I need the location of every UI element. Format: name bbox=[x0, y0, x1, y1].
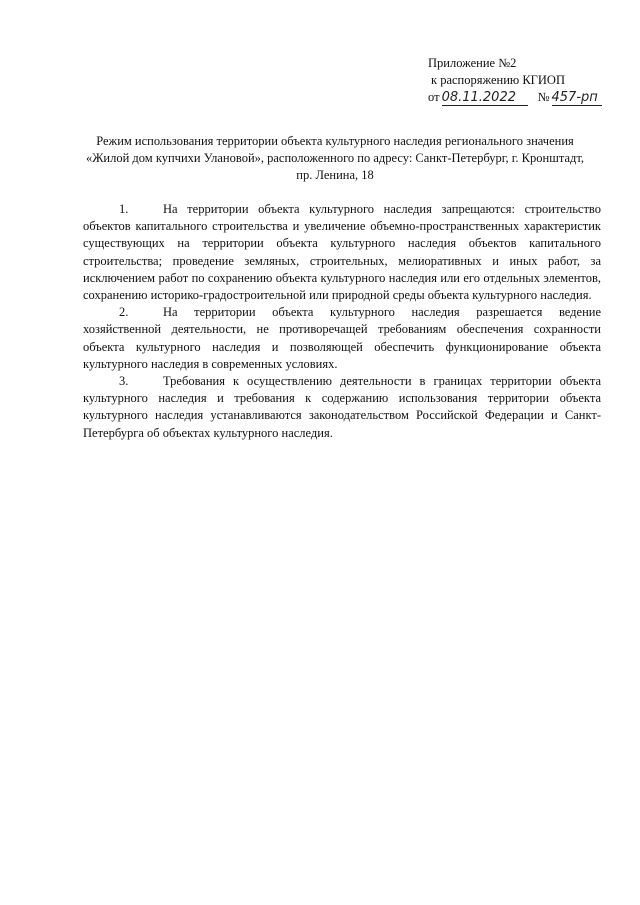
paragraph-number: 3. bbox=[119, 374, 129, 389]
heading-line-3: пр. Ленина, 18 bbox=[296, 168, 374, 182]
paragraph-number: 2. bbox=[119, 305, 129, 320]
paragraph-1 bbox=[83, 201, 601, 304]
document-heading bbox=[50, 133, 620, 184]
paragraph-2 bbox=[83, 304, 601, 373]
appendix-title: Приложение №2 bbox=[428, 56, 517, 70]
paragraph-text: Требования к осуществлению деятельности в границах территории объекта культурного наследия и требования к содержанию использования территории объекта культурного наследия устанавливаются законодательством Российской Федерации и Санкт-Петербурга об объектах культурного наследия. bbox=[83, 374, 601, 440]
appendix-order-reference: к распоряжению КГИОП bbox=[431, 73, 565, 87]
from-label: от bbox=[428, 90, 440, 104]
document-body bbox=[83, 201, 601, 442]
heading-line-1: Режим использования территории объекта культурного наследия регионального значения bbox=[96, 134, 574, 148]
handwritten-number: 457-рп bbox=[552, 91, 602, 106]
paragraph-3 bbox=[83, 373, 601, 442]
number-label: № bbox=[537, 90, 550, 104]
paragraph-number: 1. bbox=[119, 202, 129, 216]
appendix-date-number-line bbox=[428, 89, 628, 106]
paragraph-text: На территории объекта культурного наследия разрешается ведение хозяйственной деятельности, не противоречащей требованиям обеспечения сохранности объекта культурного наследия и позволяющей обеспечить функционирование объекта культурного наследия в современных условиях. bbox=[83, 305, 601, 371]
heading-line-2: «Жилой дом купчихи Улановой», расположенного по адресу: Санкт-Петербург, г. Кронштадт, bbox=[85, 151, 585, 165]
paragraph-text: На территории объекта культурного наследия запрещаются: строительство объектов капитального строительства и увеличение объемно-пространственных характеристик существующих на территории объекта культурного наследия объектов капитального строительства; проведение земляных, строительных, мелиоративных и иных работ, за исключением работ по сохранению объекта культурного наследия или его отдельных элементов, сохранению историко-градостроительной или природной среды объекта культурного наследия. bbox=[83, 202, 601, 303]
appendix-header bbox=[428, 55, 628, 106]
handwritten-date: 08.11.2022 bbox=[442, 91, 528, 106]
